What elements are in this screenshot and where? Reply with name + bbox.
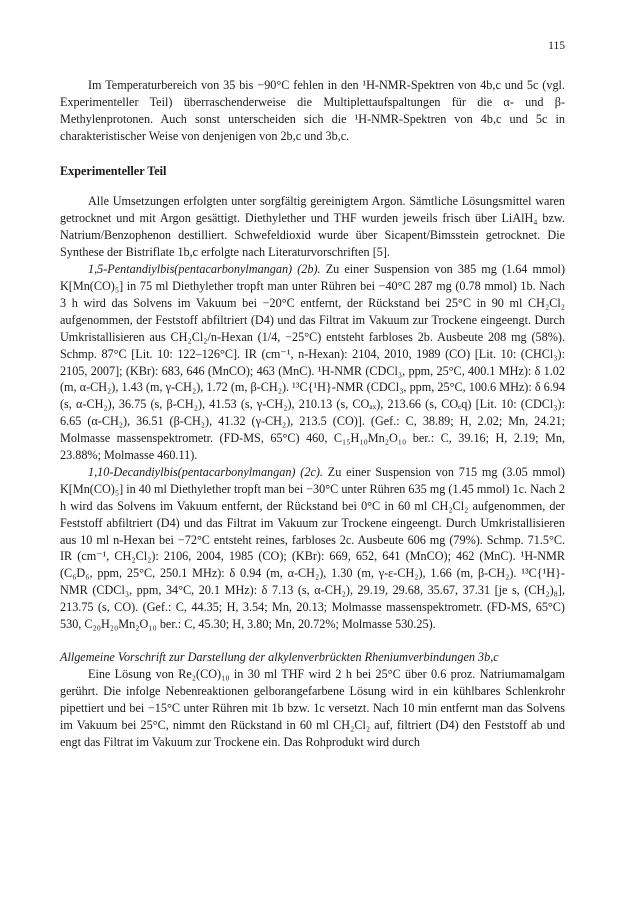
paper-page (60, 38, 565, 750)
compound-2b-text: Zu einer Suspension von 385 mg (1.64 mmol) K[Mn(CO)₅] in 75 ml Diethylether tropft man unter Rühren bei −40°C 287 mg (0.78 mmol) 1b. Nach 3 h wird das Solvens im Vakuum bei −20°C entfernt, der Rückstand bei 25°C in 90 ml CH₂Cl₂ aufgenommen, der Feststoff abfiltriert (D4) und das Filtrat im Vakuum zur Trockene eingeengt. Durch Umkristallisieren aus CH₂Cl₂/n-Hexan (1/4, −25°C) entsteht farbloses 2b. Ausbeute 208 mg (58%). Schmp. 87°C [Lit. 10: 122–126°C]. IR (cm⁻¹, n-Hexan): 2104, 2010, 1989 (CO) [Lit. 10: (CHCl₃): 2105, 2007]; (KBr): 683, 646 (MnCO); 463 (MnC). ¹H-NMR (CDCl₃, ppm, 25°C, 400.1 MHz): δ 1.02 (m, α-CH₂), 1.43 (m, γ-CH₂), 1.72 (m, β-CH₂). ¹³C{¹H}-NMR (CDCl₃, ppm, 25°C, 100.6 MHz): δ 6.94 (s, α-CH₂), 36.75 (s, β-CH₂), 41.53 (s, γ-CH₂), 210.13 (s, COₐₓ), 213.66 (s, COₑq) [Lit. 10: (CDCl₃): 6.65 (α-CH₂), 36.51 (β-CH₂), 41.32 (γ-CH₂), 213.5 (CO)]. (Gef.: C, 38.89; H, 2.02; Mn, 24.21; Molmasse massenspektrometr. (FD-MS, 65°C) 460, C₁₅H₁₀Mn₂O₁₀ ber.: C, 39.16; H, 2.19; Mn, 23.88%; Molmasse 460.11). (60, 262, 565, 463)
compound-2c-title: 1,10-Decandiylbis(pentacarbonylmangan) (2c). (88, 464, 323, 479)
compound-2c-paragraph (60, 464, 565, 633)
compound-2c-text: Zu einer Suspension von 715 mg (3.05 mmol) K[Mn(CO)₅] in 40 ml Diethylether tropft man bei −30°C unter Rühren 635 mg (1.45 mmol) 1c. Nach 2 h wird das Solvens im Vakuum entfernt, der Rückstand bei 0°C in 60 ml CH₂Cl₂ aufgenommen, der Feststoff abfiltriert (D4) und das Filtrat im Vakuum zur Trockene eingeengt. Durch Umkristallisieren aus 10 ml n-Hexan bei −72°C entsteht reines, farbloses 2c. Ausbeute 606 mg (79%). Schmp. 71.5°C. IR (cm⁻¹, CH₂Cl₂): 2106, 2004, 1985 (CO); (KBr): 669, 652, 641 (MnCO); 462 (MnC). ¹H-NMR (C₆D₆, ppm, 25°C, 250.1 MHz): δ 0.94 (m, α-CH₂), 1.30 (m, γ-ε-CH₂), 1.66 (m, β-CH₂). ¹³C{¹H}-NMR (CDCl₃, ppm, 34°C, 20.1 MHz): δ 7.13 (s, α-CH₂), 29.19, 29.68, 35.67, 37.31 [je s, (CH₂)₈], 213.75 (s, CO). (Gef.: C, 44.35; H, 3.54; Mn, 20.13; Molmasse massenspektrometr. (FD-MS, 65°C) 530, C₂₀H₂₀Mn₂O₁₀ ber.: C, 45.30; H, 3.80; Mn, 20.72%; Molmasse 530.25). (60, 464, 565, 632)
page-number: 115 (548, 40, 565, 52)
intro-paragraph: Im Temperaturbereich von 35 bis −90°C fehlen in den ¹H-NMR-Spektren von 4b,c und 5c (vgl. Experimenteller Teil) überraschenderweise die Multiplettaufspaltungen für die α- und β-Methylenprotonen. Auch sonst unterscheiden sich die ¹H-NMR-Spektren von 4b,c und 5c in charakteristischer Weise von denjenigen von 2b,c und 3b,c. (60, 77, 565, 143)
rhenium-paragraph: Eine Lösung von Re₂(CO)₁₀ in 30 ml THF wird 2 h bei 25°C über 0.6 proz. Natriumamalgam gerührt. Die infolge Nebenreaktionen gelborangefarbene Lösung wird in ein kühlbares Schlenkrohr pipettiert und bei −15°C unter Rühren mit 1b bzw. 1c versetzt. Nach 10 min entfernt man das Solvens im Vakuum bei 25°C, nimmt den Rückstand in 60 ml CH₂Cl₂ auf, filtriert (D4) den Feststoff ab und engt das Filtrat im Vakuum zur Trockene ein. Das Rohprodukt wird durch (60, 666, 565, 749)
compound-2b-title: 1,5-Pentandiylbis(pentacarbonylmangan) (2b). (88, 262, 321, 277)
section-heading: Experimenteller Teil (60, 163, 167, 178)
general-paragraph: Alle Umsetzungen erfolgten unter sorgfältig gereinigtem Argon. Sämtliche Lösungsmittel waren getrocknet und mit Argon gesättigt. Diethylether und THF wurden jeweils frisch über LiAlH₄ bzw. Natrium/Benzophenon destilliert. Schwefeldioxid wurde über Sicapent/Bimsstein getrocknet. Die Synthese der Bistriflate 1b,c erfolgte nach Literaturvorschriften [5]. (60, 194, 565, 260)
rhenium-heading: Allgemeine Vorschrift zur Darstellung der alkylenverbrückten Rheniumverbindungen 3b,c (60, 650, 499, 664)
compound-2b-paragraph (60, 261, 565, 464)
